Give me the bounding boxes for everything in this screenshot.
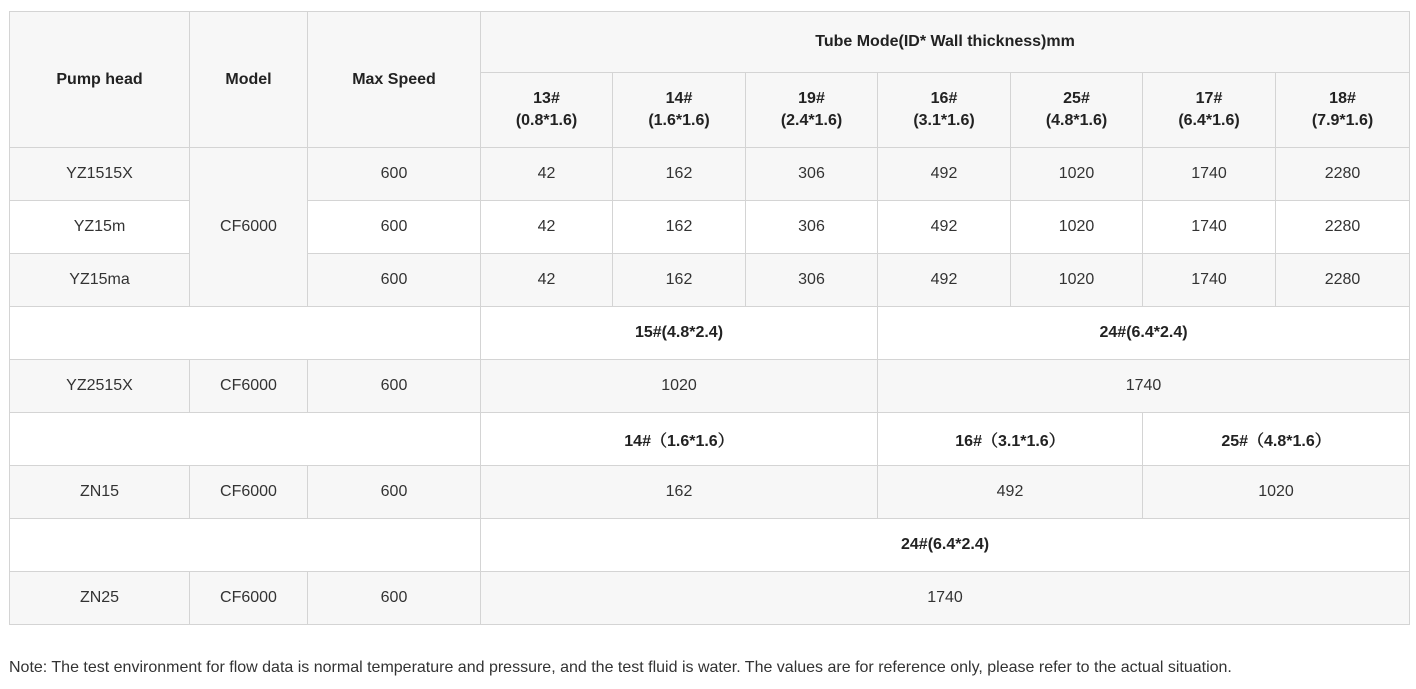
- model-cell: CF6000: [190, 466, 308, 519]
- pump-head-cell: YZ1515X: [10, 148, 190, 201]
- max-speed-cell: 600: [308, 201, 481, 254]
- empty-cell: [10, 413, 481, 466]
- pump-head-cell: YZ15ma: [10, 254, 190, 307]
- tube-code: 16#: [930, 90, 958, 107]
- max-speed-cell: 600: [308, 360, 481, 413]
- tube-size: (1.6*1.6): [648, 112, 710, 129]
- table-row: [10, 466, 1410, 519]
- flow-spec-table: [9, 11, 1410, 625]
- tube-size: (6.4*1.6): [1178, 112, 1240, 129]
- flow-cell: 1020: [1011, 148, 1143, 201]
- flow-cell: 162: [481, 466, 878, 519]
- pump-head-cell: YZ2515X: [10, 360, 190, 413]
- flow-cell: 1740: [1143, 201, 1276, 254]
- flow-cell: 42: [481, 148, 613, 201]
- header-tube: [1011, 73, 1143, 148]
- flow-cell: 1020: [1011, 201, 1143, 254]
- max-speed-cell: 600: [308, 148, 481, 201]
- tube-size: (0.8*1.6): [515, 112, 578, 129]
- tube-size: (2.4*1.6): [780, 112, 843, 129]
- max-speed-cell: 600: [308, 466, 481, 519]
- header-pump-head: Pump head: [10, 12, 190, 148]
- model-cell: CF6000: [190, 148, 308, 307]
- tube-code: 19#: [798, 90, 825, 107]
- flow-cell: 492: [878, 466, 1143, 519]
- tube-code: 14#: [665, 90, 693, 107]
- table-row: [10, 148, 1410, 201]
- header-tube: [746, 73, 878, 148]
- header-tube-mode: Tube Mode(ID* Wall thickness)mm: [481, 12, 1410, 73]
- tube-header-cell: 15#(4.8*2.4): [481, 307, 878, 360]
- header-tube: [481, 73, 613, 148]
- header-tube: [1276, 73, 1410, 148]
- flow-cell: 2280: [1276, 201, 1410, 254]
- flow-cell: 42: [481, 254, 613, 307]
- flow-cell: 42: [481, 201, 613, 254]
- flow-cell: 1740: [481, 572, 1410, 625]
- header-max-speed: Max Speed: [308, 12, 481, 148]
- flow-cell: 162: [613, 148, 746, 201]
- tube-code: 17#: [1195, 90, 1223, 107]
- flow-cell: 162: [613, 201, 746, 254]
- max-speed-cell: 600: [308, 254, 481, 307]
- max-speed-cell: 600: [308, 572, 481, 625]
- header-model: Model: [190, 12, 308, 148]
- tube-header-row: [10, 413, 1410, 466]
- flow-cell: 492: [878, 148, 1011, 201]
- flow-cell: 2280: [1276, 254, 1410, 307]
- flow-cell: 1740: [878, 360, 1410, 413]
- tube-size: (3.1*1.6): [913, 112, 975, 129]
- empty-cell: [10, 307, 481, 360]
- pump-head-cell: ZN25: [10, 572, 190, 625]
- empty-cell: [10, 519, 481, 572]
- tube-header-cell: 24#(6.4*2.4): [481, 519, 1410, 572]
- header-tube: [878, 73, 1011, 148]
- header-tube: [613, 73, 746, 148]
- flow-cell: 306: [746, 254, 878, 307]
- flow-cell: 306: [746, 148, 878, 201]
- footnote: Note: The test environment for flow data is normal temperature and pressure, and the test fluid is water. The values are for reference only, please refer to the actual situation.: [9, 659, 1232, 676]
- tube-code: 18#: [1329, 90, 1356, 107]
- tube-header-cell: 24#(6.4*2.4): [878, 307, 1410, 360]
- tube-header-row: [10, 519, 1410, 572]
- tube-header-cell: 25#（4.8*1.6）: [1143, 413, 1410, 466]
- flow-cell: 1740: [1143, 148, 1276, 201]
- header-row-1: [10, 12, 1410, 73]
- tube-header-cell: 16#（3.1*1.6）: [878, 413, 1143, 466]
- table-row: [10, 360, 1410, 413]
- tube-header-row: [10, 307, 1410, 360]
- pump-head-cell: ZN15: [10, 466, 190, 519]
- tube-code: 13#: [533, 90, 560, 107]
- tube-size: (4.8*1.6): [1045, 112, 1108, 129]
- flow-cell: 1020: [481, 360, 878, 413]
- flow-cell: 1020: [1143, 466, 1410, 519]
- pump-head-cell: YZ15m: [10, 201, 190, 254]
- flow-cell: 2280: [1276, 148, 1410, 201]
- tube-code: 25#: [1063, 90, 1090, 107]
- flow-cell: 1740: [1143, 254, 1276, 307]
- flow-cell: 162: [613, 254, 746, 307]
- header-tube: [1143, 73, 1276, 148]
- model-cell: CF6000: [190, 360, 308, 413]
- model-cell: CF6000: [190, 572, 308, 625]
- flow-cell: 306: [746, 201, 878, 254]
- tube-header-cell: 14#（1.6*1.6）: [481, 413, 878, 466]
- flow-cell: 1020: [1011, 254, 1143, 307]
- flow-cell: 492: [878, 201, 1011, 254]
- table-row: [10, 572, 1410, 625]
- flow-cell: 492: [878, 254, 1011, 307]
- tube-size: (7.9*1.6): [1311, 112, 1374, 129]
